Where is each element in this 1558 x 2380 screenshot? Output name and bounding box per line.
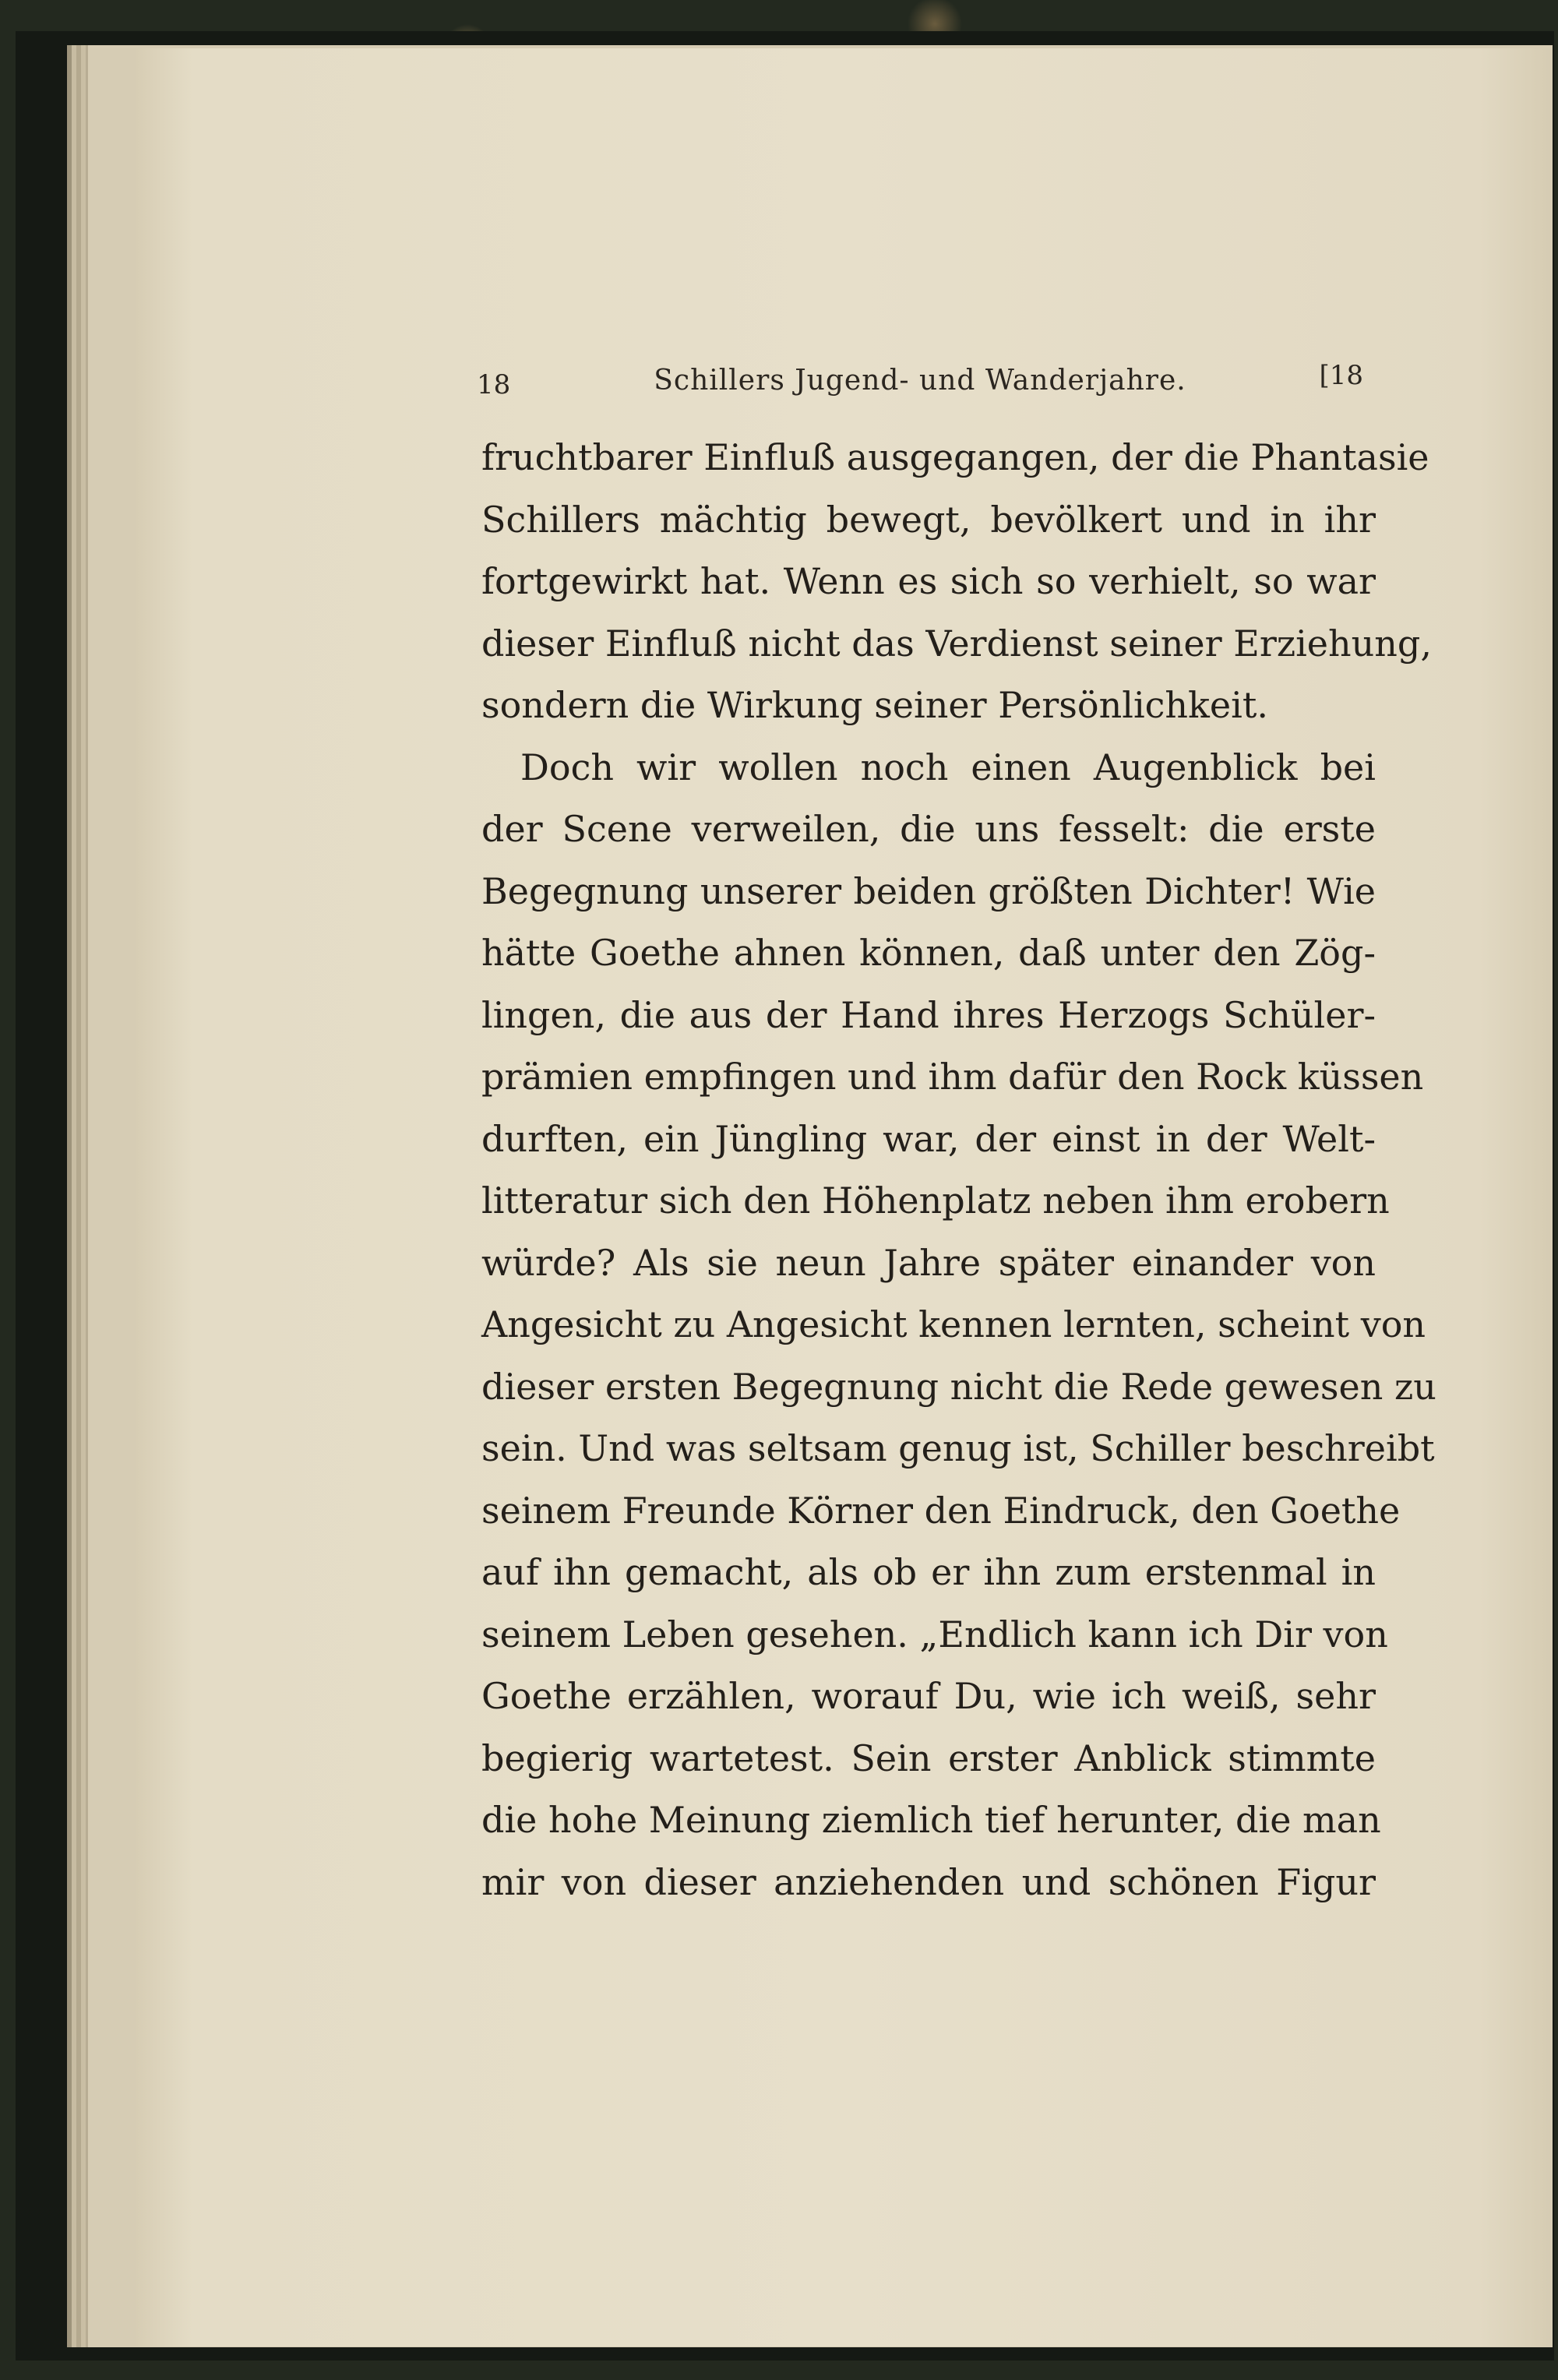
text-line: lingen, die aus der Hand ihres Herzogs Schüler- bbox=[481, 993, 1376, 1036]
text-line: litteratur sich den Höhenplatz neben ihm erobern bbox=[481, 1179, 1390, 1222]
text-line: die hohe Meinung ziemlich tief herunter, die man bbox=[481, 1799, 1381, 1841]
text-line: seinem Leben gesehen. „Endlich kann ich Dir von bbox=[481, 1613, 1388, 1655]
text-line: würde? Als sie neun Jahre später einander von bbox=[481, 1241, 1376, 1284]
text-line: prämien empfingen und ihm dafür den Rock küssen bbox=[481, 1056, 1424, 1098]
text-line: Begegnung unserer beiden größten Dichter! Wie bbox=[481, 869, 1376, 912]
body-text bbox=[481, 427, 1436, 1913]
text-line: mir von dieser anziehenden und schönen Figur bbox=[481, 1860, 1376, 1903]
page-number: 18 bbox=[477, 369, 511, 400]
page-number-bracketed: [18 bbox=[1319, 360, 1363, 391]
text-line: fruchtbarer Einfluß ausgegangen, der die Phantasie bbox=[481, 436, 1429, 478]
text-line: dieser ersten Begegnung nicht die Rede gewesen zu bbox=[481, 1365, 1436, 1408]
running-head: Schillers Jugend- und Wanderjahre. bbox=[654, 365, 1186, 397]
text-line: Schillers mächtig bewegt, bevölkert und in ihr bbox=[481, 498, 1376, 541]
text-line: durften, ein Jüngling war, der einst in der Welt- bbox=[481, 1117, 1376, 1160]
text-line: Doch wir wollen noch einen Augenblick bei bbox=[520, 746, 1376, 788]
text-line: sondern die Wirkung seiner Persönlichkeit. bbox=[481, 684, 1268, 726]
page-header bbox=[477, 360, 1363, 407]
text-line: der Scene verweilen, die uns fesselt: die erste bbox=[481, 808, 1376, 850]
text-line: auf ihn gemacht, als ob er ihn zum erstenmal in bbox=[481, 1551, 1376, 1593]
text-line: Goethe erzählen, worauf Du, wie ich weiß, sehr bbox=[481, 1675, 1376, 1717]
text-line: sein. Und was seltsam genug ist, Schiller beschreibt bbox=[481, 1427, 1435, 1469]
text-line: hätte Goethe ahnen können, daß unter den Zög- bbox=[481, 932, 1376, 974]
text-line: fortgewirkt hat. Wenn es sich so verhielt, so war bbox=[481, 560, 1376, 602]
text-line: seinem Freunde Körner den Eindruck, den Goethe bbox=[481, 1489, 1401, 1532]
text-line: Angesicht zu Angesicht kennen lernten, scheint von bbox=[481, 1303, 1426, 1345]
text-line: dieser Einfluß nicht das Verdienst seiner Erziehung, bbox=[481, 622, 1432, 665]
text-line: begierig wartetest. Sein erster Anblick stimmte bbox=[481, 1737, 1376, 1779]
